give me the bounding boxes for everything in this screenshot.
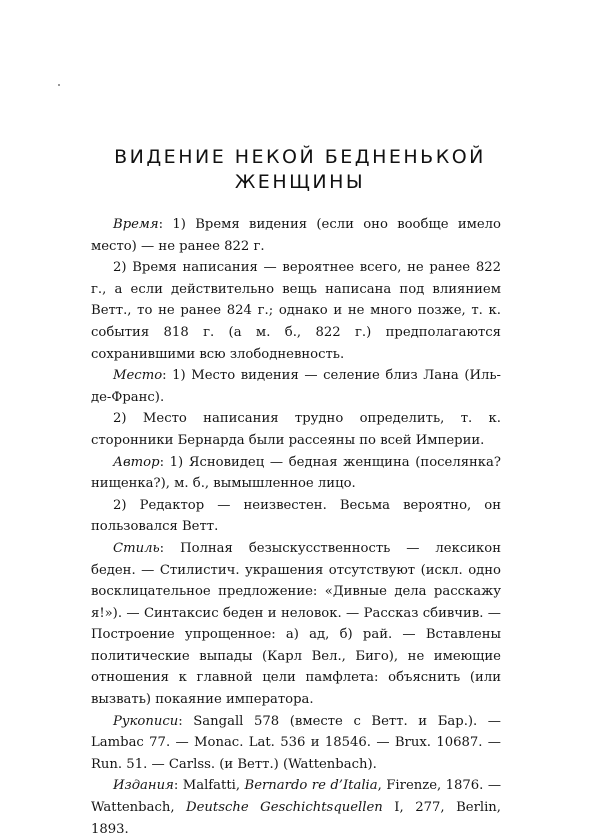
label-time: Время <box>113 217 159 232</box>
label-manuscripts: Рукописи <box>113 713 179 729</box>
editions-title-2: Deutsche Geschichtsquellen <box>186 800 383 816</box>
paragraph-time-writing: 2) Время написания — вероятнее всего, не ранее 822 г., а если действительно вещь написана под влиянием Ветт., то не ранее 824 г.; однако и не много позже, т. к. события 818 г. (а м. б., 822 г.) предполагаются сохранившими всю злободневность. <box>91 260 501 362</box>
paragraph-place-writing: 2) Место написания трудно определить, т. к. сторонники Бернарда были рассеяны по всей Империи. <box>91 411 501 448</box>
editions-text-e: I, 277, Berlin, 1893. <box>91 800 501 837</box>
paragraph-manuscripts <box>91 711 501 776</box>
paragraph-time <box>91 214 501 257</box>
manuscripts-text: : Sangall 578 (вместе с Ветт. и Бар.). — Lambac 77. — Monac. Lat. 536 и 18546. — Brux. 10687. — Run. 51. — Carlss. (и Ветт.) (Wattenbach). <box>91 713 501 772</box>
chapter-body <box>91 214 501 840</box>
editions-text-a: : Malfatti, <box>173 778 245 794</box>
place-vision-text: : 1) Место видения — селение близ Лана (Иль-де-Франс). <box>91 368 501 405</box>
chapter-title-line-1: ВИДЕНИЕ НЕКОЙ БЕДНЕНЬКОЙ <box>114 146 486 168</box>
paragraph-style <box>91 538 501 711</box>
editions-text-c: , Firenze, 1876. — Wattenbach, <box>91 778 502 816</box>
author-text: : 1) Ясновидец — бедная женщина (поселянка? нищенка?), м. б., вымышленное лицо. <box>91 454 501 492</box>
editions-title-1: Bernardo re d’Italia <box>244 778 378 794</box>
label-author: Автор <box>113 454 160 470</box>
paragraph-author <box>91 452 501 495</box>
label-place: Место <box>113 368 163 384</box>
chapter-title-line-2: ЖЕНЩИНЫ <box>234 171 366 193</box>
paragraph-editions <box>91 775 501 840</box>
label-editions: Издания <box>113 778 174 794</box>
label-style: Стиль <box>113 540 160 556</box>
time-vision-text: : 1) Время видения (если оно вообще имело место) — не ранее 822 г. <box>91 217 501 254</box>
paragraph-place <box>91 365 501 408</box>
paragraph-editor: 2) Редактор — неизвестен. Весьма вероятно, он пользовался Ветт. <box>91 497 501 535</box>
style-text: : Полная безыскусственность — лексикон беден. — Стилистич. украшения отсутствуют (искл. одно восклицательное предложение: «Дивные дела расскажу я!»). — Синтаксис беден и неловок. — Рассказ сбивчив. — Построение упрощенное: а) ад, б) рай. — Вставлены политические выпады (Карл Вел., Биго), не имеющие отношения к главной цели памфлета: объяснить (или вызвать) покаяние императора. <box>91 540 501 708</box>
paper-speck <box>58 84 60 86</box>
